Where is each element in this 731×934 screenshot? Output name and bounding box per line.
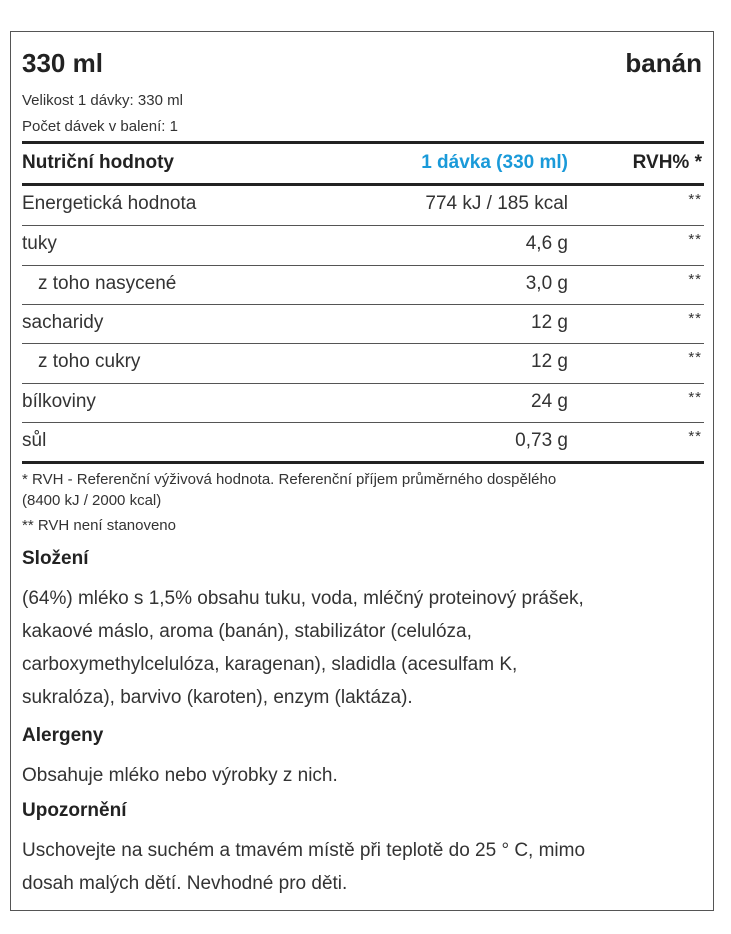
nutrient-name: z toho nasycené — [38, 273, 177, 294]
composition-line: sukralóza), barvivo (karoten), enzym (laktáza). — [22, 687, 413, 708]
column-header-serving: 1 dávka (330 ml) — [421, 152, 568, 173]
nutrient-rvh: ** — [688, 231, 702, 248]
rvh-footnote-line: (8400 kJ / 2000 kcal) — [22, 492, 162, 509]
rvh-not-set-note: ** RVH není stanoveno — [22, 517, 176, 534]
rvh-footnote-line: * RVH - Referenční výživová hodnota. Referenční příjem průměrného dospělého — [22, 471, 557, 488]
nutrient-value: 4,6 g — [525, 233, 568, 254]
nutrient-name: sůl — [22, 430, 47, 451]
nutrient-rvh: ** — [688, 271, 702, 288]
table-row — [22, 226, 704, 264]
nutrient-rvh: ** — [688, 428, 702, 445]
allergens-title: Alergeny — [22, 725, 104, 746]
nutrient-rvh: ** — [688, 191, 702, 208]
nutrient-rvh: ** — [688, 310, 702, 327]
nutrient-value: 0,73 g — [515, 430, 568, 451]
allergens-text: Obsahuje mléko nebo výrobky z nich. — [22, 765, 338, 786]
nutrient-value: 12 g — [531, 312, 568, 333]
rvh-footnote — [22, 469, 704, 536]
nutrient-value: 24 g — [531, 391, 568, 412]
table-row — [22, 423, 704, 461]
header-divider — [22, 141, 704, 144]
table-row — [22, 344, 704, 382]
nutrient-name: tuky — [22, 233, 57, 254]
nutrient-rvh: ** — [688, 349, 702, 366]
flavor-title: banán — [625, 48, 702, 78]
nutrient-value: 12 g — [531, 351, 568, 372]
nutrient-value: 3,0 g — [525, 273, 568, 294]
table-row — [22, 384, 704, 422]
warning-line: dosah malých dětí. Nevhodné pro děti. — [22, 873, 348, 894]
composition-line: (64%) mléko s 1,5% obsahu tuku, voda, mléčný proteinový prášek, — [22, 588, 584, 609]
nutrient-name: sacharidy — [22, 312, 104, 333]
composition-title: Složení — [22, 548, 89, 569]
composition-text — [22, 582, 704, 714]
volume-title: 330 ml — [22, 48, 103, 78]
table-row — [22, 186, 704, 224]
column-header-rvh: RVH% * — [632, 152, 702, 173]
label-header — [22, 48, 702, 80]
table-bottom-divider — [22, 461, 704, 464]
table-header-row — [22, 145, 704, 183]
nutrient-rvh: ** — [688, 389, 702, 406]
nutrient-name: bílkoviny — [22, 391, 96, 412]
servings-per-pack-text: Počet dávek v balení: 1 — [22, 118, 178, 135]
table-row — [22, 305, 704, 343]
nutrition-label-panel — [10, 31, 714, 911]
column-header-nutrients: Nutriční hodnoty — [22, 152, 174, 173]
serving-size-text: Velikost 1 dávky: 330 ml — [22, 92, 183, 109]
warning-line: Uschovejte na suchém a tmavém místě při teplotě do 25 ° C, mimo — [22, 840, 586, 861]
composition-line: kakaové máslo, aroma (banán), stabilizátor (celulóza, — [22, 621, 472, 642]
composition-line: carboxymethylcelulóza, karagenan), sladidla (acesulfam K, — [22, 654, 518, 675]
warning-text — [22, 834, 704, 900]
warning-title: Upozornění — [22, 800, 127, 821]
nutrient-name: Energetická hodnota — [22, 193, 197, 214]
nutrient-value: 774 kJ / 185 kcal — [425, 193, 568, 214]
nutrient-name: z toho cukry — [38, 351, 141, 372]
table-row — [22, 266, 704, 304]
